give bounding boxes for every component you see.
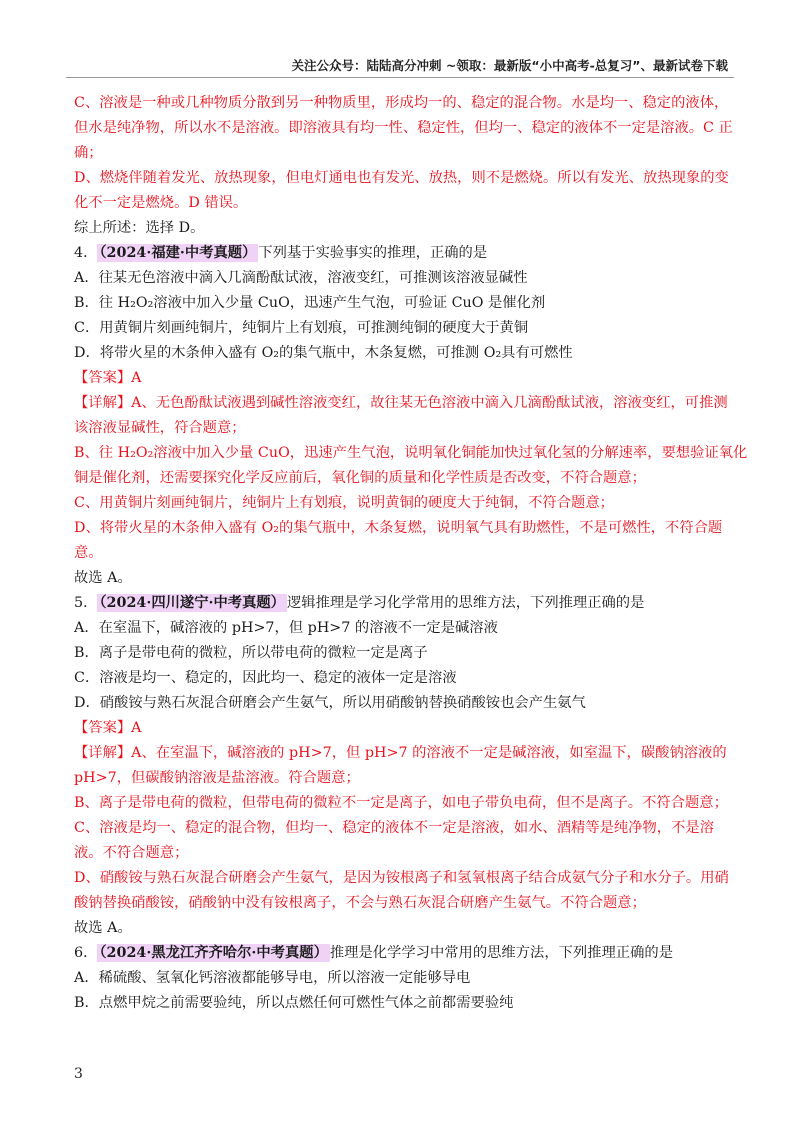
detail-line: B、离子是带电荷的微粒，但带电荷的微粒不一定是离子，如电子带负电荷，但不是离子。不符合题意； (74, 795, 728, 811)
detail-line: 【详解】A、无色酚酞试液遇到碱性溶液变红，故往某无色溶液中滴入几滴酚酞试液，溶液变红，可推测 (74, 395, 728, 411)
detail-line: C、用黄铜片刻画纯铜片，纯铜片上有划痕，说明黄铜的硬度大于纯铜，不符合题意； (74, 495, 614, 511)
question-number: 5． (74, 595, 98, 611)
option-d: D．硝酸铵与熟石灰混合研磨会产生氨气，所以用硝酸钠替换硝酸铵也会产生氨气 (74, 695, 586, 711)
detail-line: 意。 (74, 545, 103, 561)
detail-line: pH>7，但碳酸钠溶液是盐溶液。符合题意； (74, 770, 360, 786)
page-content (74, 91, 748, 1016)
page-number: 3 (74, 1066, 83, 1082)
detail-line: 该溶液显碱性，符合题意； (74, 420, 246, 436)
conclusion-line: 故选 A。 (74, 920, 132, 936)
detail-line: C、溶液是一种或几种物质分散到另一种物质里，形成均一的、稳定的混合物。水是均一、稳定的液体， (74, 95, 729, 111)
option-b: B．离子是带电荷的微粒，所以带电荷的微粒一定是离子 (74, 645, 428, 661)
detail-line: B、往 H₂O₂溶液中加入少量 CuO，迅速产生气泡，说明氧化铜能加快过氧化氢的分解速率，要想验证氧化 (74, 445, 748, 461)
detail-line: 【详解】A、在室温下，碱溶液的 pH>7，但 pH>7 的溶液不一定是碱溶液，如室温下，碳酸钠溶液的 (74, 745, 727, 761)
detail-line: 但水是纯净物，所以水不是溶液。即溶液具有均一性、稳定性，但均一、稳定的液体不一定是溶液。C 正 (74, 120, 733, 136)
conclusion-line: 故选 A。 (74, 570, 132, 586)
source-tag: （2024·福建·中考真题） (99, 245, 257, 261)
option-d: D．将带火星的木条伸入盛有 O₂的集气瓶中，木条复燃，可推测 O₂具有可燃性 (74, 345, 573, 361)
question-text: 下列基于实验事实的推理，正确的是 (258, 245, 488, 261)
detail-line: 确； (74, 145, 103, 161)
option-c: C．溶液是均一、稳定的，因此均一、稳定的液体一定是溶液 (74, 670, 457, 686)
option-b: B．往 H₂O₂溶液中加入少量 CuO，迅速产生气泡，可验证 CuO 是催化剂 (74, 295, 546, 311)
detail-line: 酸钠替换硝酸铵，硝酸钠中没有铵根离子，不会与熟石灰混合研磨产生氨气。不符合题意； (74, 895, 646, 911)
question-4-stem (74, 241, 728, 266)
detail-line: 液。不符合题意； (74, 845, 189, 861)
summary-line: 综上所述：选择 D。 (74, 220, 205, 236)
detail-line: D、将带火星的木条伸入盛有 O₂的集气瓶中，木条复燃，说明氧气具有助燃性，不是可燃性，不符合题 (74, 520, 723, 536)
question-6-stem (74, 941, 728, 966)
question-5-stem (74, 591, 728, 616)
question-text: 推理是化学学习中常用的思维方法，下列推理正确的是 (329, 945, 673, 961)
detail-line: 铜是催化剂，还需要探究化学反应前后，氧化铜的质量和化学性质是否改变，不符合题意； (74, 470, 646, 486)
header-divider (66, 77, 734, 78)
page-header: 关注公众号：陆陆高分冲刺 ~领取：最新版“小中高考-总复习”、最新试卷下载 (291, 58, 728, 73)
answer-line: 【答案】A (74, 720, 142, 736)
question-text: 逻辑推理是学习化学常用的思维方法，下列推理正确的是 (286, 595, 645, 611)
option-b: B．点燃甲烷之前需要验纯，所以点燃任何可燃性气体之前都需要验纯 (74, 995, 514, 1011)
source-tag: （2024·四川遂宁·中考真题） (99, 595, 285, 611)
option-a: A．往某无色溶液中滴入几滴酚酞试液，溶液变红，可推测该溶液显碱性 (74, 270, 528, 286)
option-a: A．稀硫酸、氢氧化钙溶液都能够导电，所以溶液一定能够导电 (74, 970, 471, 986)
detail-line: D、硝酸铵与熟石灰混合研磨会产生氨气，是因为铵根离子和氢氧根离子结合成氨气分子和水分子。用硝 (74, 870, 729, 886)
option-c: C．用黄铜片刻画纯铜片，纯铜片上有划痕，可推测纯铜的硬度大于黄铜 (74, 320, 529, 336)
option-a: A．在室温下，碱溶液的 pH>7，但 pH>7 的溶液不一定是碱溶液 (74, 620, 498, 636)
answer-line: 【答案】A (74, 370, 142, 386)
question-number: 6． (74, 945, 98, 961)
detail-line: D、燃烧伴随着发光、放热现象，但电灯通电也有发光、放热，则不是燃烧。所以有发光、放热现象的变 (74, 170, 729, 186)
source-tag: （2024·黑龙江齐齐哈尔·中考真题） (99, 945, 328, 961)
detail-line: 化不一定是燃烧。D 错误。 (74, 195, 248, 211)
question-number: 4． (74, 245, 98, 261)
detail-line: C、溶液是均一、稳定的混合物，但均一、稳定的液体不一定是溶液，如水、酒精等是纯净物，不是溶 (74, 820, 714, 836)
